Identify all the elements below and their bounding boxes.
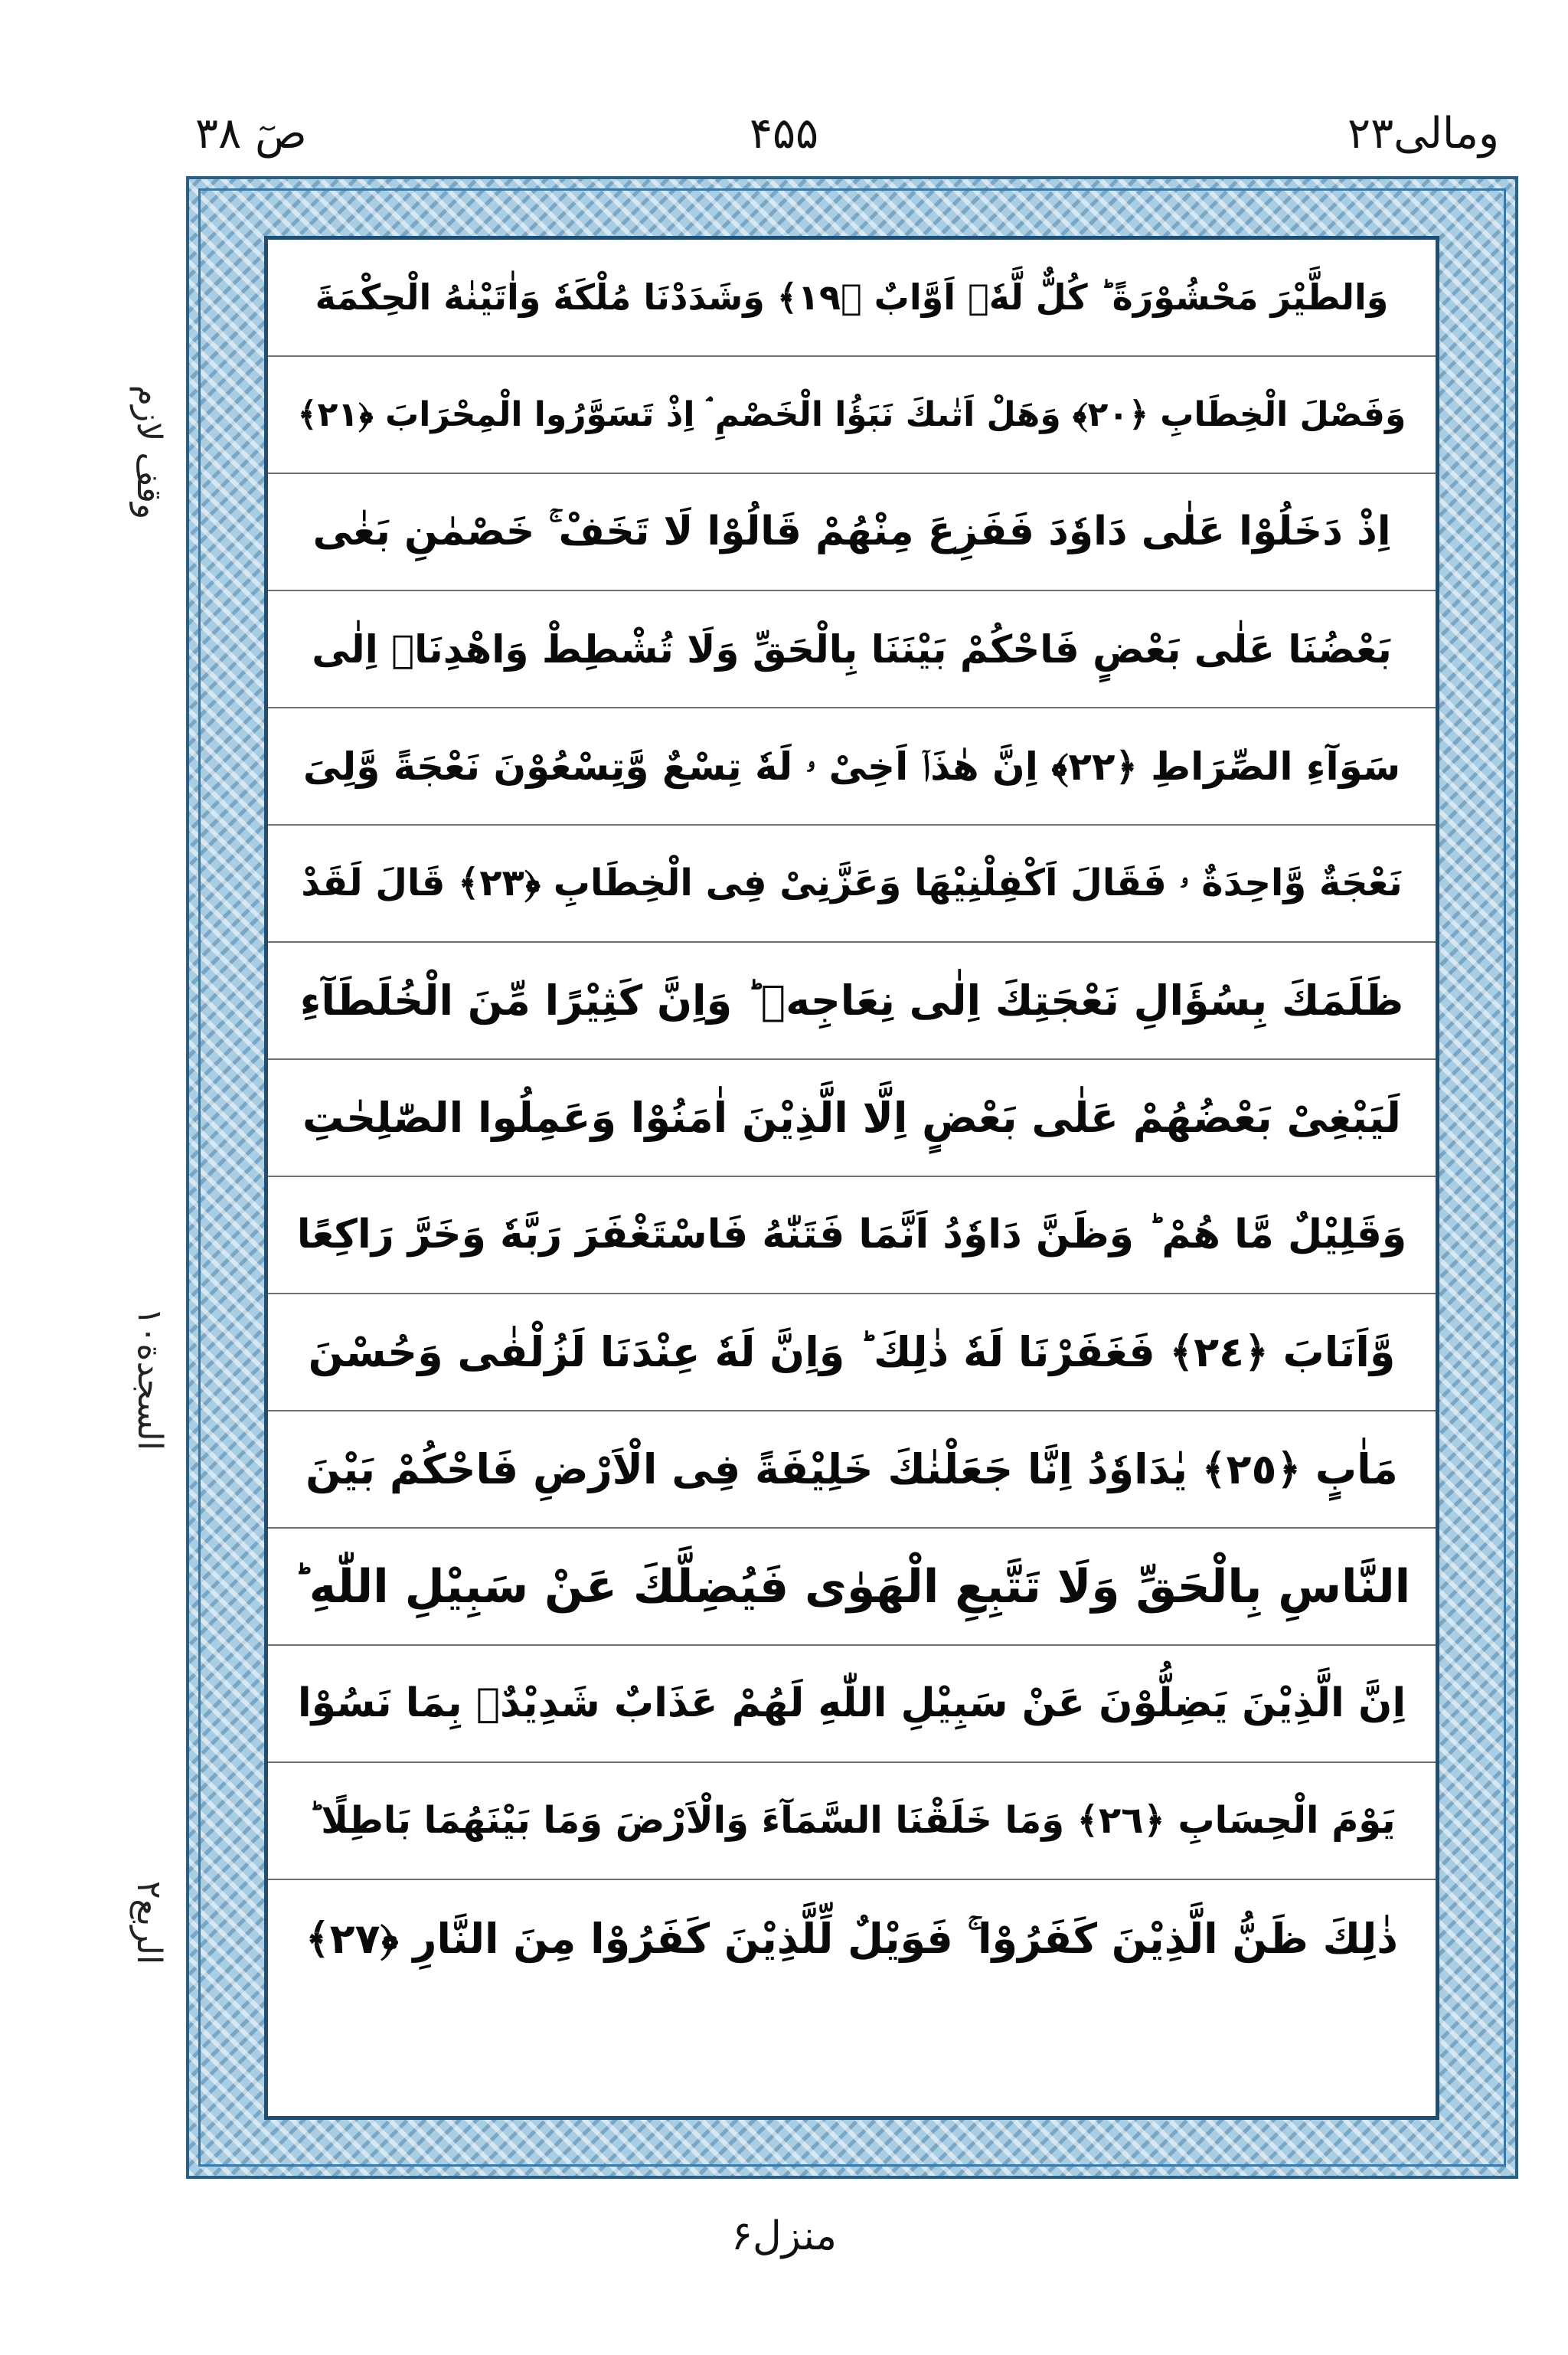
- margin-note-waqf-text: وقف لازم: [129, 384, 169, 519]
- verse-line: [268, 826, 1436, 943]
- verse-text: يَوْمَ الْحِسَابِ ﴿٢٦﴾ وَمَا خَلَقْنَا السَّمَآءَ وَالْاَرْضَ وَمَا بَيْنَهُمَا بَاطِلًا ؕ: [308, 1798, 1396, 1842]
- verse-line: [268, 1411, 1436, 1529]
- margin-note-sajda-text: السجدة۱۰: [129, 1307, 169, 1451]
- verse-text: سَوَآءِ الصِّرَاطِ ﴿٢٢﴾ اِنَّ هٰذَاۤ اَخِىْ ۥ لَهٗ تِسْعٌ وَّتِسْعُوْنَ نَعْجَةً وَّلِىَ: [302, 744, 1401, 789]
- manzil-label: منزل۶: [731, 2213, 837, 2259]
- verse-text: النَّاسِ بِالْحَقِّ وَلَا تَتَّبِعِ الْهَوٰى فَيُضِلَّكَ عَنْ سَبِيْلِ اللّٰهِ ؕ: [292, 1559, 1411, 1614]
- header-juz-label: ومالی۲۳: [1348, 109, 1499, 159]
- verse-line: [268, 591, 1436, 708]
- verse-line: [268, 1294, 1436, 1411]
- margin-note-waqf: [115, 337, 184, 567]
- verse-line: [268, 1529, 1436, 1646]
- verse-text: اِنَّ الَّذِيْنَ يَضِلُّوْنَ عَنْ سَبِيْلِ اللّٰهِ لَهُمْ عَذَابٌ شَدِيْدٌۢ بِمَا نَسُوْا: [297, 1680, 1406, 1727]
- margin-note-ruku: [115, 1823, 184, 2022]
- verse-text: ذٰلِكَ ظَنُّ الَّذِيْنَ كَفَرُوْا ۚ فَوَيْلٌ لِّلَّذِيْنَ كَفَرُوْا مِنَ النَّارِ ﴿٢٧﴾: [305, 1914, 1398, 1963]
- verse-text: بَعْضُنَا عَلٰى بَعْضٍ فَاحْكُمْ بَيْنَنَا بِالْحَقِّ وَلَا تُشْطِطْ وَاهْدِنَاۤ اِلٰى: [312, 626, 1392, 672]
- verse-line: [268, 1646, 1436, 1763]
- verse-line: [268, 1880, 1436, 1997]
- margin-note-sajda: [115, 1256, 184, 1501]
- verse-line: [268, 357, 1436, 474]
- verse-text: وَفَصْلَ الْخِطَابِ ﴿٢٠﴾ وَهَلْ اَتٰىكَ نَبَؤُا الْخَصْمِ ۘ اِذْ تَسَوَّرُوا الْمِحْرَابَ ﴿٢١﴾: [297, 394, 1406, 434]
- verse-text: وَقَلِيْلٌ مَّا هُمْ ؕ وَظَنَّ دَاوٗدُ اَنَّمَا فَتَنّٰهُ فَاسْتَغْفَرَ رَبَّهٗ وَخَرَّ رَاكِعًا: [296, 1212, 1407, 1258]
- verse-text: لَيَبْغِىْ بَعْضُهُمْ عَلٰى بَعْضٍ اِلَّا الَّذِيْنَ اٰمَنُوْا وَعَمِلُوا الصّٰلِحٰتِ: [302, 1093, 1401, 1142]
- margin-note-ruku-text: الربع٢: [129, 1880, 169, 1964]
- text-panel: [264, 236, 1439, 2120]
- verse-text: وَالطَّيْرَ مَحْشُوْرَةً ؕ كُلٌّ لَّهٗۤ اَوَّابٌ ﴿١٩﴾ وَشَدَدْنَا مُلْكَهٗ وَاٰتَيْنٰهُ الْحِكْمَةَ: [315, 276, 1389, 319]
- verse-line: [268, 943, 1436, 1060]
- verse-line: [268, 1060, 1436, 1177]
- verse-text: ظَلَمَكَ بِسُؤَالِ نَعْجَتِكَ اِلٰى نِعَاجِهٖ ؕ وَاِنَّ كَثِيْرًا مِّنَ الْخُلَطَآءِ: [299, 976, 1404, 1025]
- verse-text: نَعْجَةٌ وَّاحِدَةٌ ۥ فَقَالَ اَكْفِلْنِيْهَا وَعَزَّنِىْ فِى الْخِطَابِ ﴿٢٣﴾ قَالَ لَقَدْ: [301, 861, 1403, 904]
- verse-line: [268, 240, 1436, 357]
- page-number: ۴۵۵: [749, 109, 819, 159]
- verse-line: [268, 1763, 1436, 1880]
- verse-line: [268, 474, 1436, 591]
- verse-line: [268, 708, 1436, 826]
- header-surah-label: صٓ ۳۸: [195, 109, 307, 159]
- verse-text: اِذْ دَخَلُوْا عَلٰى دَاوٗدَ فَفَزِعَ مِنْهُمْ قَالُوْا لَا تَخَفْ ۚ خَصْمٰنِ بَغٰى: [312, 509, 1391, 555]
- verse-line: [268, 1177, 1436, 1294]
- verse-text: وَّاَنَابَ ﴿٢٤﴾ فَغَفَرْنَا لَهٗ ذٰلِكَ ؕ وَاِنَّ لَهٗ عِنْدَنَا لَزُلْفٰى وَحُسْنَ: [308, 1327, 1396, 1376]
- verse-text: مَاٰبٍ ﴿٢٥﴾ يٰدَاوٗدُ اِنَّا جَعَلْنٰكَ خَلِيْفَةً فِى الْاَرْضِ فَاحْكُمْ بَيْنَ: [305, 1444, 1398, 1493]
